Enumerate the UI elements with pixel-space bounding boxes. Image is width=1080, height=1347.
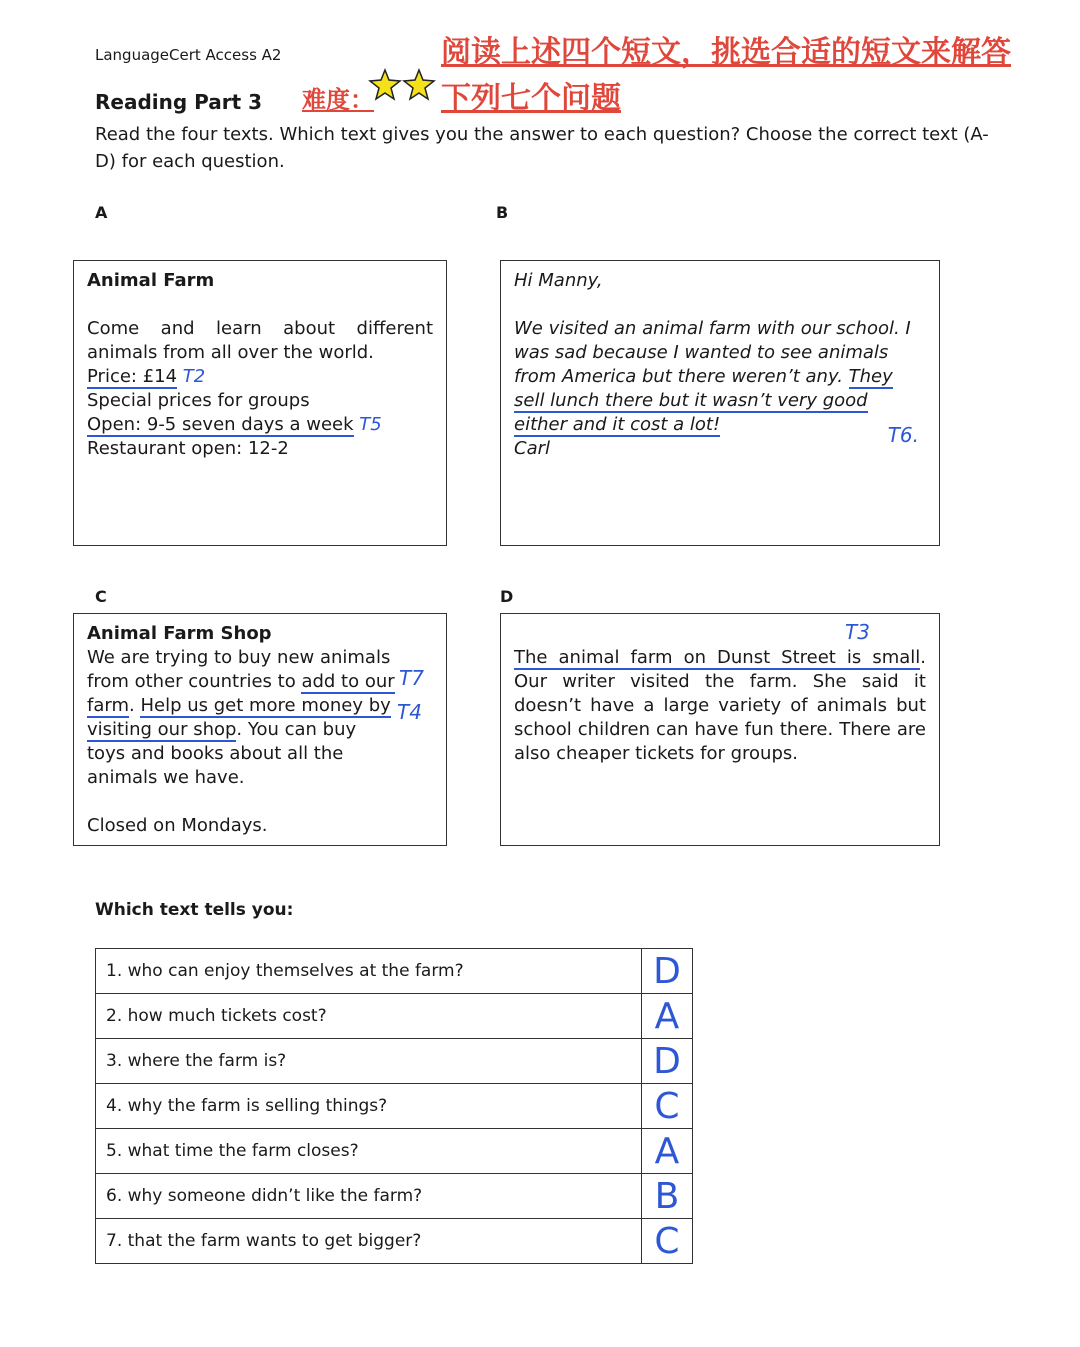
- text-c-title: Animal Farm Shop: [87, 623, 272, 644]
- mark-t7: T7: [399, 666, 424, 690]
- question-text: 4. why the farm is selling things?: [96, 1084, 642, 1129]
- star-icon: [404, 70, 434, 99]
- text-a-body: Come and learn about different animals from all over the world.: [87, 318, 433, 363]
- text-c-add-to-farm: add to our farm: [87, 671, 395, 716]
- text-b-signature: Carl: [514, 438, 550, 459]
- text-c-p1: We are trying to buy new animals from other countries to: [87, 647, 391, 692]
- question-text: 1. who can enjoy themselves at the farm?: [96, 949, 642, 994]
- text-d-box: [500, 613, 940, 846]
- answer-cell[interactable]: A: [642, 1129, 693, 1174]
- mark-t3: T3: [845, 620, 870, 644]
- question-text: 5. what time the farm closes?: [96, 1129, 642, 1174]
- question-text: 3. where the farm is?: [96, 1039, 642, 1084]
- difficulty-label: 难度：: [302, 86, 374, 114]
- page-title: Reading Part 3: [95, 90, 263, 114]
- text-b-line2: They sell lunch there but it wasn’t very good either and it cost a lot!: [514, 366, 893, 435]
- table-row: [96, 1129, 693, 1174]
- answer-cell[interactable]: C: [642, 1219, 693, 1264]
- text-a-letter: A: [95, 203, 108, 222]
- text-a-restaurant: Restaurant open: 12-2: [87, 438, 289, 459]
- text-a-price: Price: £14: [87, 366, 178, 387]
- text-b-box: [500, 260, 940, 546]
- text-c-letter: C: [95, 587, 107, 606]
- table-row: [96, 1084, 693, 1129]
- answer-cell[interactable]: A: [642, 994, 693, 1039]
- table-row: [96, 1174, 693, 1219]
- questions-table: [95, 948, 693, 1264]
- question-text: 6. why someone didn’t like the farm?: [96, 1174, 642, 1219]
- text-c-box: Animal Farm Shop We are trying to buy new animals from other countries to add to our farm. Help us get more money by visiting our shop. You can buy toys and books about all the animals we have. Closed on Mondays. T7 T4: [73, 613, 447, 846]
- question-text: 7. that the farm wants to get bigger?: [96, 1219, 642, 1264]
- mark-t5: T5: [359, 414, 382, 435]
- answer-cell[interactable]: D: [642, 1039, 693, 1084]
- questions-heading: Which text tells you:: [95, 900, 294, 920]
- exam-name: LanguageCert Access A2: [95, 46, 282, 64]
- answer-cell[interactable]: C: [642, 1084, 693, 1129]
- text-c-p3: . You can buy toys and books about all the animals we have.: [87, 719, 357, 788]
- table-row: [96, 994, 693, 1039]
- text-d-location: The animal farm on Dunst Street is small: [514, 647, 921, 668]
- table-row: [96, 1039, 693, 1084]
- answer-cell[interactable]: B: [642, 1174, 693, 1219]
- mark-t2: T2: [182, 366, 206, 387]
- text-b-greeting: Hi Manny,: [514, 270, 603, 291]
- text-b-line1: We visited an animal farm with our school. I was sad because I wanted to see animals from America but there weren’t any.: [514, 318, 911, 387]
- star-icon: [370, 70, 400, 99]
- text-c-closed: Closed on Mondays.: [87, 815, 268, 836]
- text-d-letter: D: [500, 587, 514, 606]
- question-text: 2. how much tickets cost?: [96, 994, 642, 1039]
- answer-cell[interactable]: D: [642, 949, 693, 994]
- text-a-groups: Special prices for groups: [87, 390, 310, 411]
- text-c-get-money: Help us get more money by visiting our shop: [87, 695, 391, 740]
- text-b-letter: B: [496, 203, 509, 222]
- difficulty-stars: [368, 68, 436, 108]
- instructions: Read the four texts. Which text gives you the answer to each question? Choose the correct text (A-D) for each question.: [95, 124, 989, 172]
- text-a-box: [73, 260, 447, 546]
- chinese-annotation: 阅读上述四个短文，挑选合适的短文来解答下列七个问题: [441, 35, 1011, 116]
- text-a-open: Open: 9-5 seven days a week: [87, 414, 354, 435]
- mark-t6: T6.: [887, 423, 919, 447]
- text-a-title: Animal Farm: [87, 270, 215, 291]
- mark-t4: T4: [397, 700, 422, 724]
- text-d-rest: . Our writer visited the farm. She said it doesn’t have a large variety of animals but school children can have fun there. There are also cheaper tickets for groups.: [514, 647, 926, 764]
- table-row: [96, 949, 693, 994]
- table-row: [96, 1219, 693, 1264]
